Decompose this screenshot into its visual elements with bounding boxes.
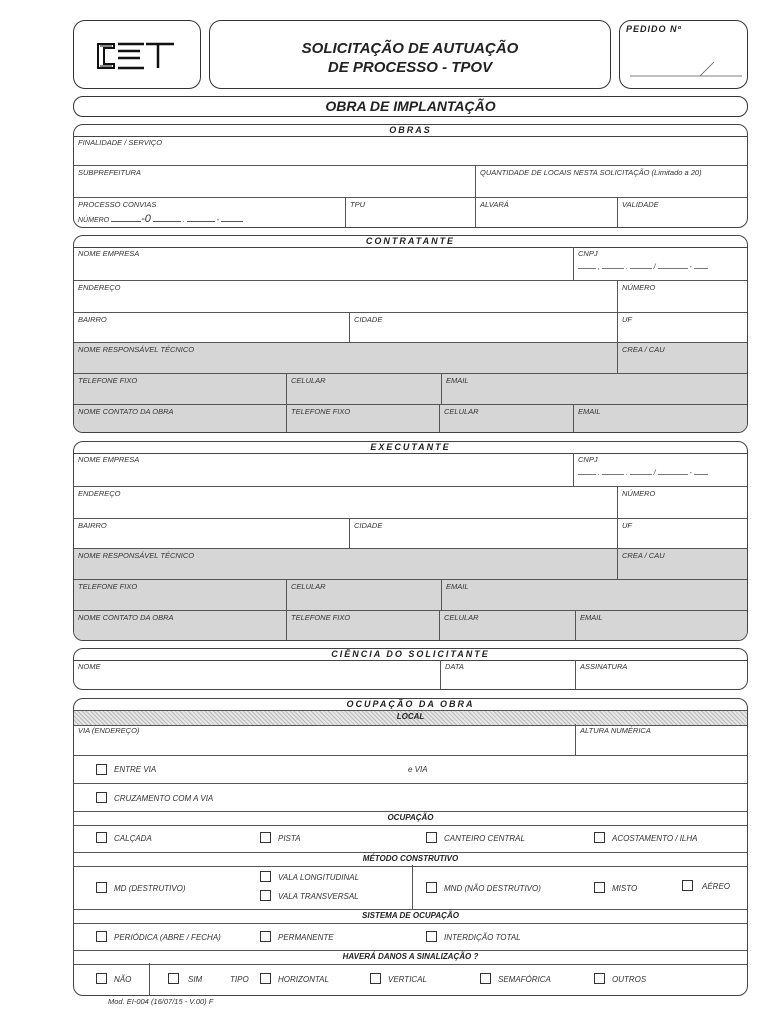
- aereo-label: AÉREO: [702, 882, 731, 891]
- section-executante: [73, 441, 748, 641]
- field-assinatura[interactable]: ASSINATURA: [575, 660, 748, 690]
- field-subprefeitura[interactable]: SUBPREFEITURA: [74, 165, 475, 197]
- mnd-label: MND (NÃO DESTRUTIVO): [444, 884, 541, 893]
- field-email2[interactable]: EMAIL: [575, 610, 748, 641]
- field-altura[interactable]: ALTURA NUMÉRICA: [575, 724, 748, 755]
- semaforica-checkbox[interactable]: [480, 973, 491, 984]
- outros-checkbox[interactable]: [594, 973, 605, 984]
- field-endereco[interactable]: ENDEREÇO: [74, 280, 617, 312]
- field-finalidade[interactable]: FINALIDADE / SERVIÇO: [78, 138, 163, 147]
- field-email2[interactable]: EMAIL: [573, 404, 748, 433]
- logo-box: [73, 20, 201, 89]
- field-contato[interactable]: NOME CONTATO DA OBRA: [74, 610, 286, 641]
- canteiro-label: CANTEIRO CENTRAL: [444, 834, 525, 843]
- field-celular2[interactable]: CELULAR: [439, 610, 575, 641]
- field-alvara[interactable]: ALVARÁ: [475, 197, 617, 228]
- field-numero[interactable]: NÚMERO: [617, 280, 748, 312]
- nao-label: NÃO: [114, 975, 132, 984]
- e-via-label: e VIA: [408, 765, 428, 774]
- section-title: EXECUTANTE: [74, 442, 747, 454]
- numero-value: -0: [141, 213, 151, 225]
- cruzamento-checkbox[interactable]: [96, 792, 107, 803]
- ocupacao-row: [74, 824, 748, 852]
- title-box: [209, 20, 611, 89]
- field-celular[interactable]: CELULAR: [286, 579, 441, 610]
- sim-checkbox[interactable]: [168, 973, 179, 984]
- metodo-row: [74, 865, 748, 909]
- periodica-label: PERIÓDICA (ABRE / FECHA): [114, 933, 221, 942]
- vertical-label: VERTICAL: [388, 975, 427, 984]
- entre-via-label: ENTRE VIA: [114, 765, 157, 774]
- pista-label: PISTA: [278, 834, 301, 843]
- periodica-checkbox[interactable]: [96, 931, 107, 942]
- banner-title: OBRA DE IMPLANTAÇÃO: [325, 98, 496, 114]
- field-email[interactable]: EMAIL: [441, 373, 748, 404]
- field-endereco[interactable]: ENDEREÇO: [74, 486, 617, 518]
- cnpj-label: CNPJ: [578, 249, 598, 258]
- metodo-divider: [412, 865, 413, 909]
- interdicao-checkbox[interactable]: [426, 931, 437, 942]
- field-quantidade[interactable]: QUANTIDADE DE LOCAIS NESTA SOLICITAÇÃO (Limitado a 20): [475, 165, 748, 197]
- horizontal-label: HORIZONTAL: [278, 975, 329, 984]
- subsection-local: LOCAL: [74, 710, 747, 726]
- pedido-label: PEDIDO Nº: [626, 24, 682, 34]
- field-data[interactable]: DATA: [440, 660, 575, 690]
- field-contato[interactable]: NOME CONTATO DA OBRA: [74, 404, 286, 433]
- cnpj-mask: . . / -: [578, 470, 745, 477]
- section-obras: [73, 124, 748, 228]
- subsection-ocupacao: OCUPAÇÃO: [74, 811, 747, 826]
- field-uf[interactable]: UF: [617, 312, 748, 342]
- cnpj-mask: , . / -: [578, 264, 745, 271]
- field-responsavel[interactable]: NOME RESPONSÁVEL TÉCNICO: [74, 342, 617, 373]
- processo-label: PROCESSO CONVIAS: [78, 200, 157, 209]
- field-nome-empresa[interactable]: NOME EMPRESA: [78, 249, 140, 258]
- danos-row: [74, 963, 748, 996]
- subsection-sistema: SISTEMA DE OCUPAÇÃO: [74, 909, 747, 924]
- misto-checkbox[interactable]: [594, 882, 605, 893]
- numero-label: NÚMERO: [78, 217, 110, 224]
- field-via[interactable]: VIA (ENDEREÇO): [78, 726, 140, 735]
- field-bairro[interactable]: BAIRRO: [74, 518, 349, 548]
- cruzamento-row: [74, 783, 748, 811]
- cruzamento-label: CRUZAMENTO COM A VIA: [114, 794, 214, 803]
- permanente-label: PERMANENTE: [278, 933, 334, 942]
- field-numero[interactable]: NÚMERO: [617, 486, 748, 518]
- field-validade[interactable]: VALIDADE: [617, 197, 748, 228]
- section-contratante: [73, 235, 748, 433]
- cnpj-label: CNPJ: [578, 455, 598, 464]
- field-processo[interactable]: PROCESSO CONVIAS NÚMERO -0 . -: [74, 197, 345, 228]
- field-responsavel[interactable]: NOME RESPONSÁVEL TÉCNICO: [74, 548, 617, 579]
- calcada-checkbox[interactable]: [96, 832, 107, 843]
- vala-long-label: VALA LONGITUDINAL: [278, 873, 360, 882]
- vala-long-checkbox[interactable]: [260, 871, 271, 882]
- field-cidade[interactable]: CIDADE: [349, 312, 617, 342]
- footer-model-code: Mod. EI-004 (16/07/15 - V.00) F: [108, 997, 214, 1006]
- section-title: OCUPAÇÃO DA OBRA: [346, 699, 475, 709]
- vala-trans-checkbox[interactable]: [260, 890, 271, 901]
- interdicao-label: INTERDIÇÃO TOTAL: [444, 933, 521, 942]
- semaforica-label: SEMAFÓRICA: [498, 975, 551, 984]
- field-email[interactable]: EMAIL: [441, 579, 748, 610]
- aereo-checkbox[interactable]: [682, 880, 693, 891]
- field-celular[interactable]: CELULAR: [286, 373, 441, 404]
- field-cnpj[interactable]: [573, 247, 748, 280]
- subsection-danos: HAVERÁ DANOS A SINALIZAÇÃO ?: [74, 950, 747, 965]
- tipo-label: TIPO: [230, 975, 249, 984]
- field-nome[interactable]: NOME: [78, 662, 101, 671]
- form-title-line1: SOLICITAÇÃO DE AUTUAÇÃO: [301, 40, 519, 57]
- field-cidade[interactable]: CIDADE: [349, 518, 617, 548]
- cet-logo-icon: [96, 41, 176, 76]
- acostamento-label: ACOSTAMENTO / ILHA: [612, 834, 698, 843]
- field-nome-empresa[interactable]: NOME EMPRESA: [78, 455, 140, 464]
- form-title-line2: DE PROCESSO - TPOV: [327, 59, 493, 76]
- field-telefone2[interactable]: TELEFONE FIXO: [286, 610, 439, 641]
- pista-checkbox[interactable]: [260, 832, 271, 843]
- pedido-box: [619, 20, 748, 89]
- md-label: MD (DESTRUTIVO): [114, 884, 186, 893]
- calcada-label: CALÇADA: [114, 834, 152, 843]
- subsection-metodo: MÉTODO CONSTRUTIVO: [74, 852, 747, 867]
- outros-label: OUTROS: [612, 975, 647, 984]
- field-tpu[interactable]: TPU: [345, 197, 475, 228]
- field-crea[interactable]: CREA / CAU: [617, 342, 748, 373]
- section-title: CONTRATANTE: [74, 236, 747, 248]
- field-telefone[interactable]: TELEFONE FIXO: [74, 373, 286, 404]
- horizontal-checkbox[interactable]: [260, 973, 271, 984]
- field-celular2[interactable]: CELULAR: [439, 404, 573, 433]
- entre-via-checkbox[interactable]: [96, 764, 107, 775]
- section-ocupacao-obra: [73, 698, 748, 996]
- field-bairro[interactable]: BAIRRO: [74, 312, 349, 342]
- sim-label: SIM: [188, 975, 203, 984]
- entre-via-row: [74, 755, 748, 783]
- danos-divider: [149, 963, 150, 996]
- field-telefone[interactable]: TELEFONE FIXO: [74, 579, 286, 610]
- canteiro-checkbox[interactable]: [426, 832, 437, 843]
- misto-label: MISTO: [612, 884, 638, 893]
- section-title: OBRAS: [74, 125, 747, 137]
- section-title: CIÊNCIA DO SOLICITANTE: [74, 649, 747, 661]
- section-ciencia: [73, 648, 748, 690]
- md-checkbox[interactable]: [96, 882, 107, 893]
- vala-trans-label: VALA TRANSVERSAL: [278, 892, 359, 901]
- nao-checkbox[interactable]: [96, 973, 107, 984]
- vertical-checkbox[interactable]: [370, 973, 381, 984]
- field-crea[interactable]: CREA / CAU: [617, 548, 748, 579]
- field-uf[interactable]: UF: [617, 518, 748, 548]
- acostamento-checkbox[interactable]: [594, 832, 605, 843]
- field-cnpj[interactable]: [573, 453, 748, 486]
- permanente-checkbox[interactable]: [260, 931, 271, 942]
- mnd-checkbox[interactable]: [426, 882, 437, 893]
- obra-banner: [73, 96, 748, 117]
- sistema-row: [74, 922, 748, 950]
- field-telefone2[interactable]: TELEFONE FIXO: [286, 404, 439, 433]
- pedido-number-field[interactable]: [630, 61, 742, 77]
